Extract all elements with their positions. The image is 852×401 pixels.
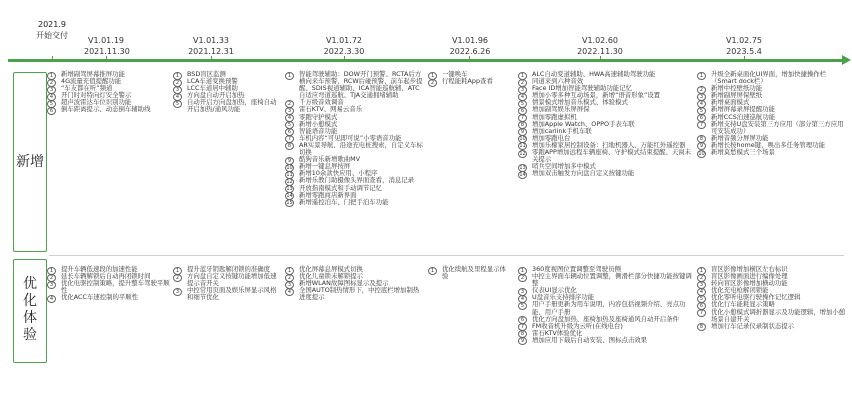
item-number-badge: 4	[697, 288, 706, 296]
item-number-badge: 14	[519, 171, 526, 178]
item-number-badge: 13	[519, 164, 526, 171]
optimization-item	[428, 266, 510, 280]
item-number-badge: 1	[518, 72, 527, 80]
version-header	[318, 35, 370, 57]
item-text: 盲区影像画面进行编像处理	[711, 272, 788, 281]
new-feature-column	[285, 71, 425, 206]
item-number-badge: 1	[697, 267, 706, 275]
item-number-badge: 5	[47, 100, 56, 108]
new-feature-item	[428, 78, 510, 85]
item-text: 转向盲区影像增加横动功能	[711, 279, 788, 288]
item-number-badge: 5	[518, 302, 527, 310]
item-number-badge: 2	[285, 100, 294, 108]
new-feature-column	[47, 71, 171, 114]
new-feature-column	[697, 71, 847, 156]
optimization-column	[285, 266, 425, 301]
item-number-badge: 2	[47, 79, 56, 87]
item-number-badge: 1	[47, 267, 56, 275]
item-number-badge: 1	[285, 267, 294, 275]
item-number-badge: 3	[285, 107, 294, 115]
version-number: V1.01.72	[325, 36, 362, 45]
optimization-column	[47, 266, 171, 301]
item-number-badge: 12	[519, 150, 526, 157]
item-number-badge: 4	[518, 93, 527, 101]
item-number-badge: 2	[697, 274, 706, 282]
delivery-start-date: 2021.9	[38, 20, 66, 29]
new-feature-item	[285, 142, 425, 156]
item-number-badge: 1	[428, 267, 437, 275]
item-number-badge: 5	[173, 100, 182, 108]
item-text: FM收音机升级为云听(在线电台)	[532, 321, 623, 330]
item-number-badge: 5	[697, 107, 706, 115]
item-text: 增加零跑电台	[532, 133, 571, 142]
item-text: 智能驾驶辅助：DOW开门预警、RCTA后方横向来车预警、RCW后碰预警、前车起步提醒、SDIS视道辅助、ICA智能巡航辅、ATC自适应弯道巡航、TJA交通拥堵辅助	[299, 70, 423, 100]
item-text: 新增副屏屏保壁纸	[711, 91, 763, 100]
item-number-badge: 10	[286, 164, 293, 171]
section-divider	[49, 255, 844, 256]
item-text: 新增长按home键，唤出多任务管理功能	[711, 140, 825, 149]
item-text: 增加行车记录仪录制状态提示	[711, 321, 795, 330]
new-feature-item	[697, 149, 847, 156]
item-text: 千万级音效调音	[299, 98, 344, 107]
timeline-tick	[211, 56, 212, 62]
item-text: 新增莫愁模式三个场景	[711, 148, 775, 157]
item-text: 新增桌面模式	[711, 98, 750, 107]
item-text: 仪表UI显示优化	[532, 286, 577, 295]
timeline-axis	[8, 59, 844, 62]
item-number-badge: 1	[173, 72, 182, 80]
optimization-item	[697, 323, 847, 330]
item-text: 新增遥控泊车、门把手泊车功能	[299, 197, 389, 206]
item-text: 优化儿童锁未解锁提示	[299, 272, 363, 281]
item-number-badge: 1	[285, 72, 294, 80]
timeline-tick	[106, 56, 107, 62]
new-feature-item	[47, 106, 171, 113]
item-text: 新增CCS泊速巡航功能	[711, 112, 776, 121]
optimization-item	[173, 287, 281, 301]
item-number-badge: 7	[518, 114, 527, 122]
version-number: V1.01.19	[87, 36, 124, 45]
new-feature-item	[518, 170, 694, 177]
item-text: 情景模式增加音乐模式、体验模式	[532, 98, 628, 107]
version-date: 2021.11.30	[84, 47, 130, 56]
item-number-badge: 3	[285, 281, 294, 289]
item-number-badge: 2	[697, 86, 706, 94]
item-number-badge: 8	[518, 121, 527, 129]
item-text: 增加双击触发方向盘自定义按键功能	[532, 169, 635, 178]
category-optimize-box	[13, 259, 47, 363]
item-text: LCC车道居中辅助	[187, 84, 238, 93]
item-number-badge: 1	[47, 72, 56, 80]
item-text: BSD盲区监测	[187, 70, 226, 78]
item-number-badge: 10	[519, 136, 526, 143]
item-number-badge: 4	[47, 295, 56, 303]
item-number-badge: 15	[286, 200, 293, 207]
item-number-badge: 3	[173, 86, 182, 94]
item-number-badge: 2	[518, 79, 527, 87]
new-feature-column	[173, 71, 281, 114]
item-text: 优化方向盘加热、座椅加热及座椅通风自动开启条件	[532, 314, 679, 323]
item-text: 新增零跑商店新界面	[299, 190, 357, 199]
item-number-badge: 2	[47, 274, 56, 282]
version-header	[84, 35, 128, 57]
item-text: 360度视图位置调整至驾驶员侧	[532, 265, 621, 273]
version-date: 2021.12.31	[188, 47, 234, 56]
item-text: 开放指南模式和手动调节记忆	[299, 183, 383, 192]
item-number-badge: 4	[285, 288, 294, 296]
item-number-badge: 5	[518, 100, 527, 108]
version-date: 2022.3.30	[323, 47, 365, 56]
item-number-badge: 6	[285, 128, 294, 136]
version-date: 2022.11.30	[577, 47, 623, 56]
item-text: 方向盘自定义按键功能增加低速提示音开关	[187, 272, 277, 288]
item-text: 自动开启方向盘加热，座椅自动开启加热/通风功能	[187, 98, 277, 114]
item-number-badge: 8	[518, 330, 527, 338]
item-text: U盘音乐支持排序功能	[532, 293, 595, 302]
timeline-tick	[344, 56, 345, 62]
item-text: 增加乐檬家居控制设备：扫地机器人、万能红外遥控器	[532, 140, 686, 149]
optimization-column	[518, 266, 694, 344]
item-number-badge: 3	[697, 281, 706, 289]
item-number-badge: 8	[697, 323, 706, 331]
version-number: V1.01.96	[451, 36, 488, 45]
item-text: 雷石KTV体验优化	[532, 328, 583, 337]
version-header	[444, 35, 496, 57]
optimization-column	[173, 266, 281, 301]
new-feature-item	[285, 71, 425, 99]
new-feature-column	[518, 71, 694, 177]
item-number-badge: 11	[286, 171, 293, 178]
item-text: 增加小零多种互动场景，新增“语音形象”设置	[532, 91, 661, 100]
item-text: “车友都在听”频道	[61, 84, 113, 93]
item-text: 延长车辆解锁后自动再闭锁时间	[61, 272, 151, 281]
item-number-badge: 10	[698, 150, 705, 157]
item-number-badge: 9	[697, 142, 706, 150]
item-text: 新增音频分屏屏功能	[711, 133, 769, 142]
item-text: 提升蓝牙钥匙解闭锁的准确度	[187, 265, 271, 273]
item-text: LCA车道变换预警	[187, 77, 238, 86]
item-number-badge: 3	[47, 281, 56, 289]
item-text: 新增中控壁纸功能	[711, 84, 763, 93]
item-number-badge: 3	[518, 86, 527, 94]
item-number-badge: 6	[518, 316, 527, 324]
item-number-badge: 11	[519, 143, 526, 150]
item-text: ALC自动变道辅助、HWA高速辅助驾驶功能	[532, 70, 656, 78]
item-text: 优化行车能耗显示策略	[711, 300, 775, 309]
timeline-arrow-icon	[842, 55, 851, 65]
item-text: 优化小憩模式调折器显示及功能逻辑，增加小憩场景自建开关	[711, 307, 846, 323]
item-number-badge: 2	[173, 274, 182, 282]
item-text: 新增小憩模式	[299, 119, 338, 128]
category-new-box	[13, 72, 47, 252]
item-text: 新增WLAN故障图标显示及提示	[299, 279, 389, 288]
timeline-tick	[52, 56, 53, 62]
optimization-column	[428, 266, 510, 280]
item-number-badge: 9	[285, 157, 294, 165]
version-header	[722, 35, 766, 57]
item-text: 优化零听电驱行驶操作记忆逻辑	[711, 293, 801, 302]
item-text: 零跑守护模式	[299, 112, 338, 121]
item-text: 盲区影像增加横区左右标识	[711, 265, 788, 273]
item-text: 4G流量充值提醒功能	[61, 77, 122, 86]
item-number-badge: 3	[47, 86, 56, 94]
item-text: 优化ACC车速控制的平顺性	[61, 293, 139, 302]
new-feature-item	[285, 199, 425, 206]
item-text: 方向盘自动开启加热	[187, 91, 245, 100]
item-number-badge: 6	[518, 107, 527, 115]
item-number-badge: 4	[285, 114, 294, 122]
item-text: 雷石KTV、网易云音乐	[299, 105, 363, 114]
item-number-badge: 2	[285, 274, 294, 282]
item-number-badge: 4	[697, 100, 706, 108]
item-number-badge: 1	[518, 267, 527, 275]
optimization-column	[697, 266, 847, 330]
item-number-badge: 4	[518, 295, 527, 303]
optimization-item	[518, 301, 694, 315]
item-text: 新增支持U盘安装第三方应用（部分第三方应用可安装成功）	[711, 119, 844, 135]
item-text: 全国AUTO制热情形下，中控底栏增加制热进度提示	[299, 286, 420, 302]
item-text: 优化充电枪解闭锁能	[711, 286, 769, 295]
optimization-item	[47, 294, 171, 301]
item-text: 行程能耗App查看	[442, 77, 493, 86]
category-new-label: 新增	[16, 154, 44, 170]
item-number-badge: 2	[173, 79, 182, 87]
item-number-badge: 7	[285, 135, 294, 143]
version-header	[572, 35, 628, 57]
item-text: 升级全新桌面化UI界面，增加快捷操作栏（Smart dock栏）	[711, 70, 827, 86]
item-number-badge: 8	[285, 142, 294, 150]
item-number-badge: 1	[428, 72, 437, 80]
version-number: V1.01.33	[192, 36, 229, 45]
item-text: 零跑APP增加远程车辆座椅、守护模式结束提醒、天窗未关提示	[532, 148, 692, 164]
item-text: 优化续航及里程显示体验	[442, 265, 506, 281]
category-optimize-label: 优化体验	[23, 276, 37, 343]
optimization-item	[697, 309, 847, 323]
item-number-badge: 5	[697, 295, 706, 303]
item-number-badge: 3	[697, 93, 706, 101]
item-text: 开门时对特向灯安全警示	[61, 91, 132, 100]
item-text: 一键唤车	[442, 70, 468, 78]
item-number-badge: 7	[518, 323, 527, 331]
item-number-badge: 7	[697, 309, 706, 317]
item-text: 增加carlink手机车联	[532, 126, 592, 135]
item-text: 新增一键息屏按屏	[299, 162, 351, 171]
item-number-badge: 14	[286, 193, 293, 200]
version-date: 2023.5.4	[726, 47, 762, 56]
optimization-item	[518, 337, 694, 344]
item-text: 提升车辆低速段的加速性能	[61, 265, 138, 273]
item-text: Face ID增加智能驾驶辅助功能记忆	[532, 84, 632, 93]
item-number-badge: 9	[518, 337, 527, 345]
timeline-tick	[744, 56, 745, 62]
version-number: V1.02.75	[725, 36, 762, 45]
item-number-badge: 6	[697, 114, 706, 122]
version-number: V1.02.60	[581, 36, 618, 45]
item-text: 智能语音功能	[299, 126, 338, 135]
item-text: 中控主界面车辆动位置调整，侧滑栏部分快捷功能按键调整	[532, 272, 692, 288]
item-text: 增加副驾娱乐屏屏保	[532, 105, 590, 114]
item-text: 新增屏幕录屏提醒功能	[711, 105, 775, 114]
item-number-badge: 7	[697, 121, 706, 129]
item-number-badge: 12	[286, 178, 293, 185]
new-feature-column	[428, 71, 510, 85]
item-number-badge: 13	[286, 186, 293, 192]
item-text: 同道来到六种音效	[532, 77, 584, 86]
version-header	[184, 35, 238, 57]
item-number-badge: 3	[173, 288, 182, 296]
item-number-badge: 5	[285, 121, 294, 129]
item-number-badge: 1	[173, 267, 182, 275]
item-number-badge: 2	[428, 79, 437, 87]
item-number-badge: 6	[47, 107, 56, 115]
item-text: 中控常用页面及娱乐屏显示风格和细节优化	[187, 286, 277, 302]
delivery-start	[20, 19, 84, 41]
item-text: 超声波雷达车位识别功能	[61, 98, 132, 107]
item-text: 车机内容“可见即可说”小零语音功能	[299, 133, 402, 142]
item-number-badge: 9	[518, 128, 527, 136]
item-text: 新增乐教门助摄像头界面查看，消息记录	[299, 176, 415, 185]
item-text: 用户手册更新为用车说明，内容包括视频介绍、亮点功能、用户手册	[532, 300, 686, 316]
item-number-badge: 2	[518, 274, 527, 282]
item-text: 哨兵空间增加多中模式	[532, 162, 596, 171]
item-text: 增加Apple Watch、OPPO手表车联	[532, 119, 635, 128]
item-text: 新增副驾屏幕推屏功能	[61, 70, 125, 78]
item-number-badge: 6	[697, 302, 706, 310]
version-date: 2022.6.26	[449, 47, 491, 56]
new-feature-item	[173, 99, 281, 113]
item-text: AR实景导航、沿途充电桩搜索，自定义车标切换	[299, 140, 423, 157]
delivery-start-label: 开始交付	[36, 31, 68, 40]
timeline-tick	[600, 56, 601, 62]
item-text: 新增10余款快应用、小程序	[299, 169, 378, 178]
item-text: 优化屏幕息屏模式切换	[299, 265, 363, 273]
item-number-badge: 8	[697, 135, 706, 143]
item-text: 增加应用下载后自动安装、图标点击效果	[532, 335, 648, 344]
item-number-badge: 1	[697, 72, 706, 80]
item-number-badge: 3	[518, 288, 527, 296]
timeline-tick	[469, 56, 470, 62]
optimization-item	[285, 287, 425, 301]
item-text: 酷狗音乐新增歌曲MV	[299, 155, 361, 164]
item-text: 倒车距离提示、动态倒车辅助线	[61, 105, 151, 114]
item-number-badge: 4	[173, 93, 182, 101]
new-feature-item	[697, 121, 847, 135]
item-text: 增加零跑虚拟机	[532, 112, 577, 121]
item-text: 优化电驱控制策略，提升整车驾驶平顺性	[61, 279, 170, 295]
item-number-badge: 4	[47, 93, 56, 101]
